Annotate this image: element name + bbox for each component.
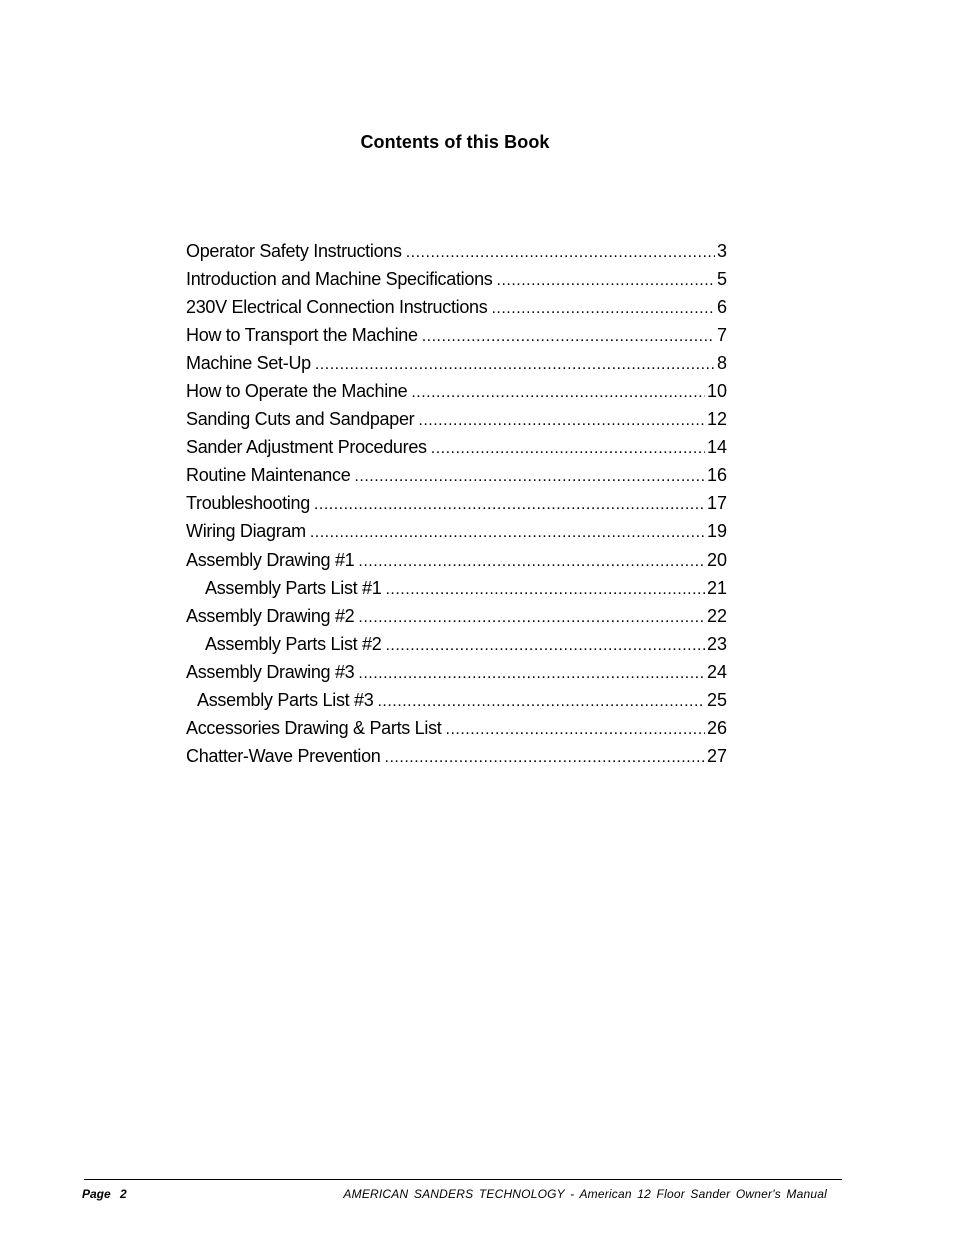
- dot-leader: [377, 688, 705, 714]
- toc-entry-title: Machine Set-Up: [186, 353, 311, 374]
- toc-entry-page: 17: [706, 493, 727, 514]
- toc-entry-page: 24: [706, 661, 727, 682]
- toc-entry[interactable]: [186, 461, 727, 489]
- toc-entry[interactable]: [186, 237, 727, 265]
- toc-entry-title: Assembly Drawing #1: [186, 549, 355, 570]
- toc-entry[interactable]: [186, 321, 727, 349]
- toc-entry-page: 26: [706, 717, 727, 738]
- toc-entry[interactable]: [186, 714, 727, 742]
- dot-leader: [315, 351, 715, 377]
- dot-leader: [358, 548, 705, 574]
- toc-entry[interactable]: [186, 489, 727, 517]
- dot-leader: [431, 435, 705, 461]
- toc-entry-page: 20: [706, 549, 727, 570]
- toc-entry-title: Sander Adjustment Procedures: [186, 437, 427, 458]
- dot-leader: [314, 491, 705, 517]
- toc-entry-title: Assembly Drawing #2: [186, 605, 355, 626]
- footer-running-title: AMERICAN SANDERS TECHNOLOGY - American 12 Floor Sander Owner's Manual: [343, 1187, 827, 1201]
- toc-entry-title: Sanding Cuts and Sandpaper: [186, 409, 415, 430]
- toc-entry-page: 7: [716, 325, 727, 346]
- toc-entry-title: Assembly Parts List #1: [205, 577, 382, 598]
- toc-entry-page: 19: [706, 521, 727, 542]
- dot-leader: [310, 519, 705, 545]
- dot-leader: [354, 463, 705, 489]
- toc-entry[interactable]: [186, 658, 727, 686]
- toc-entry-title: Wiring Diagram: [186, 521, 306, 542]
- toc-entry-title: Chatter-Wave Prevention: [186, 745, 381, 766]
- toc-entry-page: 8: [716, 353, 727, 374]
- dot-leader: [358, 660, 705, 686]
- toc-entry-title: Accessories Drawing & Parts List: [186, 717, 442, 738]
- dot-leader: [385, 744, 705, 770]
- dot-leader: [406, 239, 715, 265]
- toc-entry-page: 6: [716, 297, 727, 318]
- toc-entry-page: 12: [706, 409, 727, 430]
- toc-entry-page: 14: [706, 437, 727, 458]
- footer-divider: [84, 1179, 842, 1180]
- toc-entry-title: Troubleshooting: [186, 493, 310, 514]
- footer-page-number: Page 2: [82, 1187, 127, 1201]
- toc-entry-page: 23: [706, 633, 727, 654]
- dot-leader: [358, 604, 705, 630]
- toc-entry-page: 16: [706, 465, 727, 486]
- toc-entry[interactable]: [186, 602, 727, 630]
- toc-entry[interactable]: [186, 630, 727, 658]
- table-of-contents: [186, 237, 727, 770]
- toc-entry[interactable]: [186, 686, 727, 714]
- toc-entry[interactable]: [186, 265, 727, 293]
- dot-leader: [491, 295, 715, 321]
- toc-entry-title: Routine Maintenance: [186, 465, 351, 486]
- page-title: Contents of this Book: [360, 132, 550, 152]
- toc-entry[interactable]: [186, 546, 727, 574]
- dot-leader: [411, 379, 705, 405]
- toc-entry-page: 5: [716, 269, 727, 290]
- toc-entry[interactable]: [186, 405, 727, 433]
- toc-entry-title: Assembly Drawing #3: [186, 661, 355, 682]
- toc-entry-title: Assembly Parts List #3: [197, 689, 374, 710]
- toc-entry-title: 230V Electrical Connection Instructions: [186, 297, 488, 318]
- toc-entry[interactable]: [186, 742, 727, 770]
- toc-entry[interactable]: [186, 574, 727, 602]
- toc-entry-page: 25: [706, 689, 727, 710]
- dot-leader: [385, 576, 705, 602]
- toc-entry-page: 10: [706, 381, 727, 402]
- toc-entry-title: How to Operate the Machine: [186, 381, 408, 402]
- toc-entry-page: 27: [706, 745, 727, 766]
- dot-leader: [446, 716, 705, 742]
- toc-entry[interactable]: [186, 349, 727, 377]
- dot-leader: [418, 407, 705, 433]
- toc-entry[interactable]: [186, 517, 727, 545]
- toc-entry-title: Assembly Parts List #2: [205, 633, 382, 654]
- toc-entry-page: 3: [716, 241, 727, 261]
- dot-leader: [385, 632, 705, 658]
- toc-entry[interactable]: [186, 293, 727, 321]
- dot-leader: [422, 323, 715, 349]
- toc-entry[interactable]: [186, 433, 727, 461]
- toc-entry-title: How to Transport the Machine: [186, 325, 418, 346]
- toc-entry-page: 22: [706, 605, 727, 626]
- toc-entry-title: Introduction and Machine Specifications: [186, 269, 493, 290]
- dot-leader: [497, 267, 715, 293]
- toc-entry-page: 21: [706, 577, 727, 598]
- toc-entry[interactable]: [186, 377, 727, 405]
- toc-entry-title: Operator Safety Instructions: [186, 241, 402, 261]
